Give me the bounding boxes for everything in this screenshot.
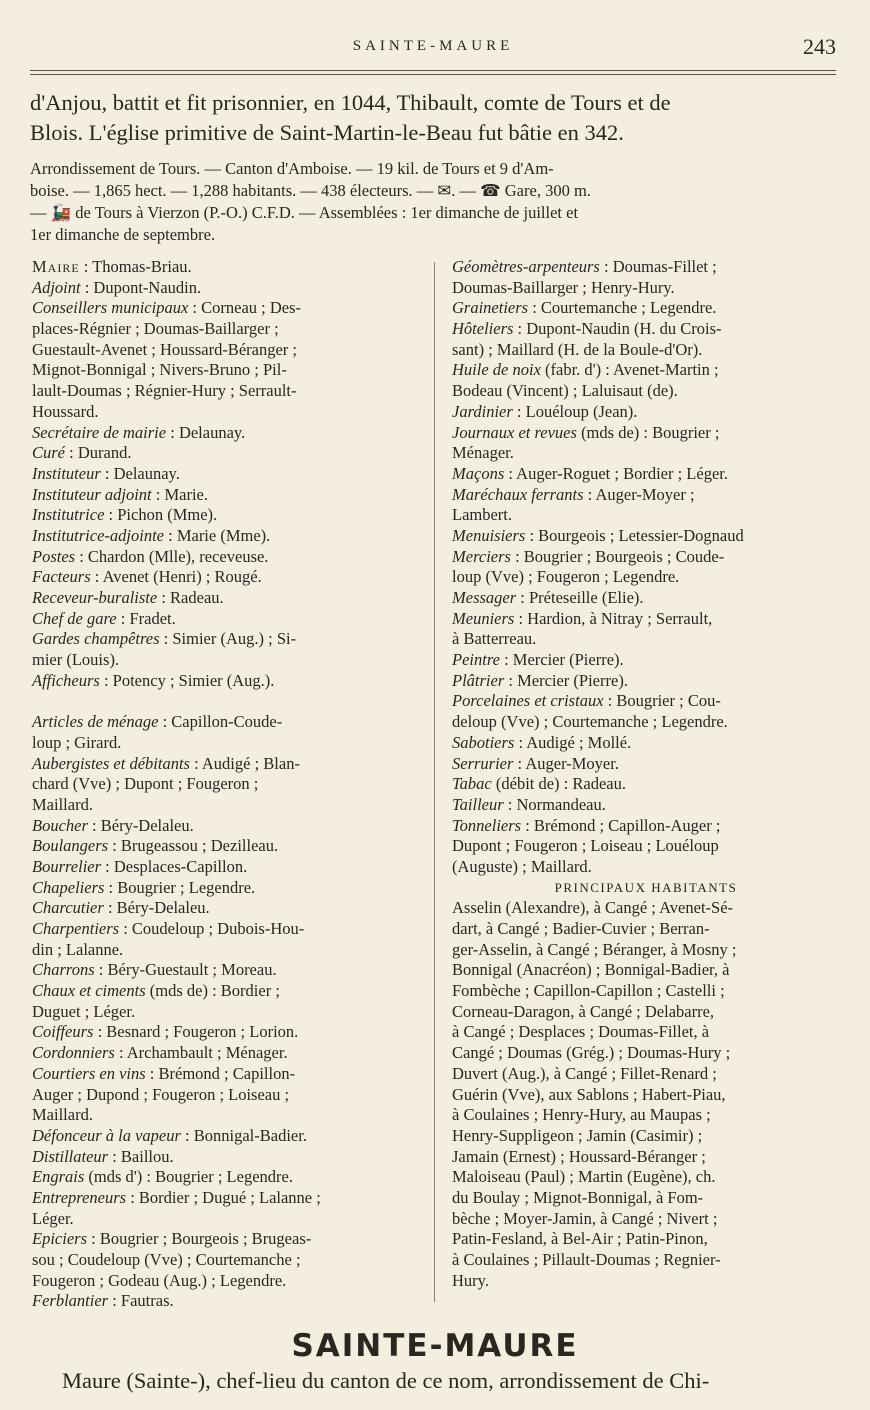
directory-line — [452, 567, 840, 588]
directory-line — [452, 981, 840, 1002]
trade-label: Tailleur — [452, 794, 504, 814]
entry-text: (fabr. d') : Avenet-Martin ; — [540, 360, 719, 380]
entry-text: Bonnigal (Anacréon) ; Bonnigal-Badier, à — [452, 960, 730, 980]
entry-text: Asselin (Alexandre), à Cangé ; Avenet-Sé- — [452, 898, 734, 918]
entry-text: à Cangé ; Desplaces ; Doumas-Fillet, à — [452, 1022, 710, 1042]
entry-text: : Simier (Aug.) ; Si- — [159, 629, 297, 649]
directory-line — [32, 443, 422, 464]
entry-text: : Corneau ; Des- — [188, 298, 302, 318]
trade-label: Articles de ménage — [32, 712, 159, 732]
entry-text: Guérin (Vve), aux Sablons ; Habert-Piau, — [452, 1084, 726, 1104]
directory-line — [452, 919, 840, 940]
header-rule-double — [30, 74, 836, 75]
directory-line — [452, 816, 840, 837]
entry-text: : Béry-Delaleu. — [103, 898, 210, 918]
entry-text: : Avenet (Henri) ; Rougé. — [90, 567, 262, 587]
directory-line — [32, 878, 422, 899]
trade-label: Défonceur à la vapeur — [32, 1125, 181, 1145]
column-divider — [434, 262, 435, 1302]
entry-text: : Normandeau. — [503, 794, 606, 814]
trade-label: Tabac — [452, 774, 492, 794]
entry-text: sant) ; Maillard (H. de la Boule-d'Or). — [452, 339, 703, 359]
directory-line — [32, 1043, 422, 1064]
trade-label: Maçons — [452, 463, 505, 483]
entry-text: Maillard. — [32, 1105, 93, 1125]
entry-text: : Louéloup (Jean). — [512, 401, 638, 421]
entry-text: din ; Lalanne. — [32, 939, 124, 959]
entry-text: places-Régnier ; Doumas-Baillarger ; — [32, 319, 279, 339]
directory-line — [452, 1229, 840, 1250]
entry-text: mier (Louis). — [32, 650, 120, 670]
entry-text: : Durand. — [65, 443, 132, 463]
entry-text: Lambert. — [452, 505, 513, 525]
directory-line — [32, 609, 422, 630]
directory-line — [452, 940, 840, 961]
entry-text: Henry-Suppligeon ; Jamin (Casimir) ; — [452, 1125, 703, 1145]
trade-label: Messager — [452, 588, 517, 607]
trade-label: Géomètres-arpenteurs — [452, 257, 600, 276]
trade-label: Conseillers municipaux — [32, 298, 189, 318]
directory-line — [32, 671, 422, 692]
info-line: — 🚂 de Tours à Vierzon (P.-O.) C.F.D. — Assemblées : 1er dimanche de juillet et — [30, 203, 579, 222]
trade-label: Meuniers — [452, 608, 515, 628]
entry-text: deloup (Vve) ; Courtemanche ; Legendre. — [452, 712, 728, 732]
directory-line — [452, 402, 840, 423]
trade-label: Hôteliers — [452, 319, 514, 339]
directory-line — [452, 547, 840, 568]
directory-line — [32, 1085, 422, 1106]
directory-line — [452, 671, 840, 692]
entry-text: Bodeau (Vincent) ; Laluisaut (de). — [452, 381, 678, 401]
directory-line — [452, 795, 840, 816]
entry-text: Fougeron ; Godeau (Aug.) ; Legendre. — [32, 1270, 287, 1290]
directory-line — [32, 774, 422, 795]
right-column — [452, 257, 840, 1291]
column-spacer — [32, 691, 422, 712]
entry-text: (Auguste) ; Maillard. — [452, 856, 592, 876]
trade-label: Tonneliers — [452, 815, 522, 835]
directory-line — [32, 1064, 422, 1085]
trade-label: Instituteur adjoint — [32, 484, 152, 504]
directory-line — [32, 1188, 422, 1209]
directory-line — [32, 1229, 422, 1250]
entry-text: dart, à Cangé ; Badier-Cuvier ; Berran- — [452, 919, 710, 938]
trade-label: Grainetiers — [452, 298, 529, 318]
directory-line — [452, 609, 840, 630]
entry-text: : Bougrier ; Bourgeois ; Brugeas- — [87, 1229, 312, 1249]
trade-label: Ferblantier — [32, 1291, 109, 1311]
trade-label: Boulangers — [32, 836, 109, 856]
entry-text: bèche ; Moyer-Jamin, à Cangé ; Nivert ; — [452, 1208, 718, 1228]
trade-label: Chapeliers — [32, 877, 105, 897]
entry-text: : Radeau. — [157, 588, 224, 607]
directory-line — [32, 1002, 422, 1023]
entry-text: : Dupont-Naudin (H. du Crois- — [513, 319, 722, 339]
entry-text: ger-Asselin, à Cangé ; Béranger, à Mosny ; — [452, 939, 737, 959]
directory-line — [452, 774, 840, 795]
entry-text: : Hardion, à Nitray ; Serrault, — [514, 608, 713, 628]
trade-label: Institutrice-adjointe — [32, 525, 164, 545]
trade-label: Aubergistes et débitants — [32, 753, 190, 773]
page-header — [30, 34, 836, 64]
directory-line — [32, 402, 422, 423]
directory-line — [452, 1167, 840, 1188]
header-rule — [30, 70, 836, 71]
directory-line — [452, 836, 840, 857]
trade-label: Courtiers en vins — [32, 1063, 146, 1083]
entry-text: à Coulaines ; Pillault-Doumas ; Regnier- — [452, 1250, 721, 1269]
entry-text: : Audigé ; Blan- — [189, 753, 300, 773]
entry-text: (mds de) : Bordier ; — [145, 981, 280, 1001]
directory-line — [32, 733, 422, 754]
entry-text: : Brugeassou ; Dezilleau. — [108, 836, 279, 856]
entry-text: Auger ; Dupond ; Fougeron ; Loiseau ; — [32, 1084, 290, 1104]
section-title: SAINTE-MAURE — [291, 1328, 579, 1364]
entry-text: : Préteseille (Elie). — [516, 588, 644, 607]
entry-text: Ménager. — [452, 443, 514, 463]
directory-line — [32, 1022, 422, 1043]
directory-line — [32, 1209, 422, 1230]
directory-line — [452, 1043, 840, 1064]
directory-line — [32, 381, 422, 402]
directory-line — [452, 1147, 840, 1168]
entry-text: (mds d') : Bougrier ; Legendre. — [84, 1167, 293, 1187]
trade-label: Bourrelier — [32, 856, 102, 876]
trade-label: Epiciers — [32, 1229, 87, 1249]
directory-line — [452, 1250, 840, 1271]
entry-text: : Bonnigal-Badier. — [180, 1125, 307, 1145]
directory-line — [452, 319, 840, 340]
trade-label: Distillateur — [32, 1146, 109, 1166]
trade-label: Coiffeurs — [32, 1022, 94, 1042]
directory-line — [32, 588, 422, 609]
entry-text: Houssard. — [32, 401, 99, 421]
trade-label: Secrétaire de mairie — [32, 422, 167, 442]
trade-label: Jardinier — [452, 401, 513, 421]
trade-label: Maire — [32, 257, 80, 276]
directory-line — [32, 567, 422, 588]
directory-line — [452, 257, 840, 278]
trade-label: Entrepreneurs — [32, 1187, 127, 1207]
directory-line — [32, 1291, 422, 1312]
directory-line — [452, 340, 840, 361]
commune-info — [30, 158, 836, 246]
trade-label: Charrons — [32, 960, 95, 980]
directory-line — [32, 1126, 422, 1147]
directory-line — [452, 1022, 840, 1043]
trade-label: Merciers — [452, 546, 511, 566]
directory-line — [32, 423, 422, 444]
entry-text: : Besnard ; Fougeron ; Lorion. — [93, 1022, 299, 1042]
directory-line — [32, 505, 422, 526]
directory-line — [32, 1271, 422, 1292]
directory-line — [452, 464, 840, 485]
directory-line — [32, 278, 422, 299]
entry-text: sou ; Coudeloup (Vve) ; Courtemanche ; — [32, 1250, 301, 1269]
entry-text: Guestault-Avenet ; Houssard-Béranger ; — [32, 339, 297, 359]
directory-line — [32, 650, 422, 671]
directory-line — [452, 754, 840, 775]
directory-line — [452, 526, 840, 547]
trade-label: Postes — [32, 546, 76, 566]
entry-text: : Fautras. — [108, 1291, 174, 1311]
entry-text: : Mercier (Pierre). — [504, 670, 628, 690]
entry-text: : Thomas-Briau. — [79, 257, 192, 276]
entry-text: Jamain (Ernest) ; Houssard-Béranger ; — [452, 1146, 706, 1166]
entry-text: chard (Vve) ; Dupont ; Fougeron ; — [32, 774, 259, 794]
directory-line — [32, 485, 422, 506]
trade-label: Journaux et revues — [452, 422, 577, 442]
directory-line — [452, 443, 840, 464]
entry-text: Fombèche ; Capillon-Capillon ; Castelli ; — [452, 981, 725, 1001]
entry-text: Maillard. — [32, 794, 93, 814]
directory-line — [452, 650, 840, 671]
directory-line — [32, 1105, 422, 1126]
running-title: SAINTE-MAURE — [352, 38, 514, 54]
directory-line — [452, 1188, 840, 1209]
directory-line — [32, 547, 422, 568]
directory-line — [32, 816, 422, 837]
directory-line — [32, 340, 422, 361]
entry-text: : Béry-Delaleu. — [87, 815, 194, 835]
trade-label: Menuisiers — [452, 525, 526, 545]
entry-text: Corneau-Daragon, à Cangé ; Delabarre, — [452, 1001, 715, 1021]
entry-text: : Auger-Moyer. — [513, 753, 619, 773]
entry-text: (débit de) : Radeau. — [491, 774, 626, 794]
entry-text: : Delaunay. — [100, 463, 180, 483]
trade-label: Charcutier — [32, 898, 104, 918]
trade-label: Charpentiers — [32, 919, 120, 938]
directory-line — [452, 1209, 840, 1230]
directory-line — [32, 712, 422, 733]
entry-text: Cangé ; Doumas (Grég.) ; Doumas-Hury ; — [452, 1043, 731, 1063]
entry-text: : Courtemanche ; Legendre. — [528, 298, 717, 318]
entry-text: : Dupont-Naudin. — [80, 277, 202, 297]
trade-label: Boucher — [32, 815, 88, 835]
directory-line — [32, 319, 422, 340]
trade-label: Receveur-buraliste — [32, 588, 158, 607]
directory-line — [32, 360, 422, 381]
entry-text: Maloiseau (Paul) ; Martin (Eugène), ch. — [452, 1167, 716, 1187]
entry-text: : Desplaces-Capillon. — [101, 856, 248, 876]
directory-line — [32, 960, 422, 981]
info-line: boise. — 1,865 hect. — 1,288 habitants. — 438 électeurs. — ✉. — ☎ Gare, 300 m. — [30, 181, 591, 200]
entry-text: : Bougrier ; Legendre. — [104, 877, 256, 897]
directory-line — [32, 857, 422, 878]
intro-line: d'Anjou, battit et fit prisonnier, en 1044, Thibault, comte de Tours et de — [30, 90, 671, 115]
directory-line — [32, 1147, 422, 1168]
entry-text: (mds de) : Bougrier ; — [576, 422, 720, 442]
entry-text: Patin-Fesland, à Bel-Air ; Patin-Pinon, — [452, 1229, 708, 1249]
directory-line — [452, 298, 840, 319]
directory-line — [452, 1271, 840, 1292]
entry-text: : Baillou. — [108, 1146, 174, 1166]
directory-line — [452, 857, 840, 878]
entry-text: : Coudeloup ; Dubois-Hou- — [119, 919, 305, 938]
directory-line — [452, 1105, 840, 1126]
entry-text: à Batterreau. — [452, 629, 537, 649]
directory-line — [452, 360, 840, 381]
entry-text: : Capillon-Coude- — [158, 712, 283, 732]
entry-text: : Auger-Moyer ; — [583, 484, 695, 504]
entry-text: : Bougrier ; Bourgeois ; Coude- — [510, 546, 725, 566]
entry-text: : Auger-Roguet ; Bordier ; Léger. — [504, 463, 728, 483]
entry-text: Léger. — [32, 1208, 74, 1228]
trade-label: Maréchaux ferrants — [452, 484, 584, 504]
entry-text: : Archambault ; Ménager. — [114, 1043, 288, 1063]
info-line: Arrondissement de Tours. — Canton d'Amboise. — 19 kil. de Tours et 9 d'Am- — [30, 159, 554, 178]
trade-label: Afficheurs — [32, 670, 100, 690]
entry-text: : Doumas-Fillet ; — [599, 257, 717, 276]
directory-line — [32, 1167, 422, 1188]
directory-line — [452, 1126, 840, 1147]
trade-label: Instituteur — [32, 463, 101, 483]
entry-text: loup ; Girard. — [32, 732, 122, 752]
directory-line — [452, 1085, 840, 1106]
entry-text: : Potency ; Simier (Aug.). — [99, 670, 275, 690]
directory-line — [452, 1002, 840, 1023]
directory-line — [452, 898, 840, 919]
directory-line — [452, 960, 840, 981]
trade-label: Peintre — [452, 650, 500, 670]
trade-label: Serrurier — [452, 753, 514, 773]
directory-line — [32, 629, 422, 650]
entry-text: : Marie (Mme). — [163, 525, 271, 545]
directory-line — [452, 712, 840, 733]
entry-text: Doumas-Baillarger ; Henry-Hury. — [452, 277, 675, 297]
trade-label: Engrais — [32, 1167, 85, 1187]
directory-line — [452, 278, 840, 299]
trade-label: Sabotiers — [452, 732, 515, 752]
entry-text: : Delaunay. — [166, 422, 246, 442]
trade-label: Cordonniers — [32, 1043, 115, 1063]
directory-line — [32, 257, 422, 278]
entry-text: : Pichon (Mme). — [104, 505, 218, 525]
trade-label: Porcelaines et cristaux — [452, 691, 604, 711]
entry-text: : Bordier ; Dugué ; Lalanne ; — [126, 1187, 321, 1207]
directory-line — [32, 1250, 422, 1271]
directory-line — [452, 691, 840, 712]
directory-line — [32, 981, 422, 1002]
entry-text: Dupont ; Fougeron ; Loiseau ; Louéloup — [452, 836, 719, 856]
trade-label: Chaux et ciments — [32, 981, 146, 1001]
directory-line — [32, 795, 422, 816]
directory-line — [452, 1064, 840, 1085]
trade-label: Institutrice — [32, 505, 105, 525]
directory-line — [452, 505, 840, 526]
directory-line — [452, 588, 840, 609]
entry-text: : Chardon (Mlle), receveuse. — [75, 546, 269, 566]
entry-text: loup (Vve) ; Fougeron ; Legendre. — [452, 567, 680, 587]
entry-text: à Coulaines ; Henry-Hury, au Maupas ; — [452, 1105, 711, 1125]
directory-line — [452, 423, 840, 444]
subsection-heading: PRINCIPAUX HABITANTS — [554, 879, 738, 895]
entry-text: Duvert (Aug.), à Cangé ; Fillet-Renard ; — [452, 1063, 717, 1083]
intro-line: Blois. L'église primitive de Saint-Martin-le-Beau fut bâtie en 342. — [30, 120, 624, 145]
left-column — [32, 257, 422, 1312]
directory-line — [32, 526, 422, 547]
entry-text: : Brémond ; Capillon- — [145, 1063, 296, 1083]
entry-text: : Marie. — [151, 484, 208, 504]
entry-text: Mignot-Bonnigal ; Nivers-Bruno ; Pil- — [32, 360, 287, 380]
intro-paragraph — [30, 88, 836, 148]
entry-text: : Mercier (Pierre). — [499, 650, 624, 670]
entry-text: : Bourgeois ; Letessier-Dognaud — [525, 525, 744, 545]
trade-label: Huile de noix — [452, 360, 541, 380]
entry-text: : Fradet. — [116, 608, 176, 628]
info-line: 1er dimanche de septembre. — [30, 225, 216, 244]
directory-line — [452, 629, 840, 650]
directory-line — [32, 298, 422, 319]
entry-text: : Béry-Guestault ; Moreau. — [94, 960, 277, 980]
page-number: 243 — [803, 34, 836, 59]
directory-line — [452, 733, 840, 754]
entry-text: du Boulay ; Mignot-Bonnigal, à Fom- — [452, 1187, 704, 1207]
entry-text: : Audigé ; Mollé. — [514, 732, 632, 752]
trade-label: Curé — [32, 443, 65, 463]
entry-text: Duguet ; Léger. — [32, 1001, 136, 1021]
directory-line — [32, 754, 422, 775]
directory-line — [452, 381, 840, 402]
entry-text: : Bougrier ; Cou- — [603, 691, 721, 711]
trade-label: Facteurs — [32, 567, 91, 587]
directory-line — [32, 836, 422, 857]
trade-label: Plâtrier — [452, 670, 505, 690]
directory-line — [452, 485, 840, 506]
section-first-line: Maure (Sainte-), chef-lieu du canton de ce nom, arrondissement de Chi- — [62, 1368, 710, 1393]
trade-label: Gardes champêtres — [32, 629, 160, 649]
directory-line — [32, 898, 422, 919]
directory-line — [32, 940, 422, 961]
entry-text: lault-Doumas ; Régnier-Hury ; Serrault- — [32, 381, 297, 401]
directory-line — [32, 464, 422, 485]
entry-text: : Brémond ; Capillon-Auger ; — [521, 815, 721, 835]
trade-label: Adjoint — [32, 277, 81, 297]
entry-text: Hury. — [452, 1270, 489, 1290]
directory-line — [32, 919, 422, 940]
trade-label: Chef de gare — [32, 608, 117, 628]
